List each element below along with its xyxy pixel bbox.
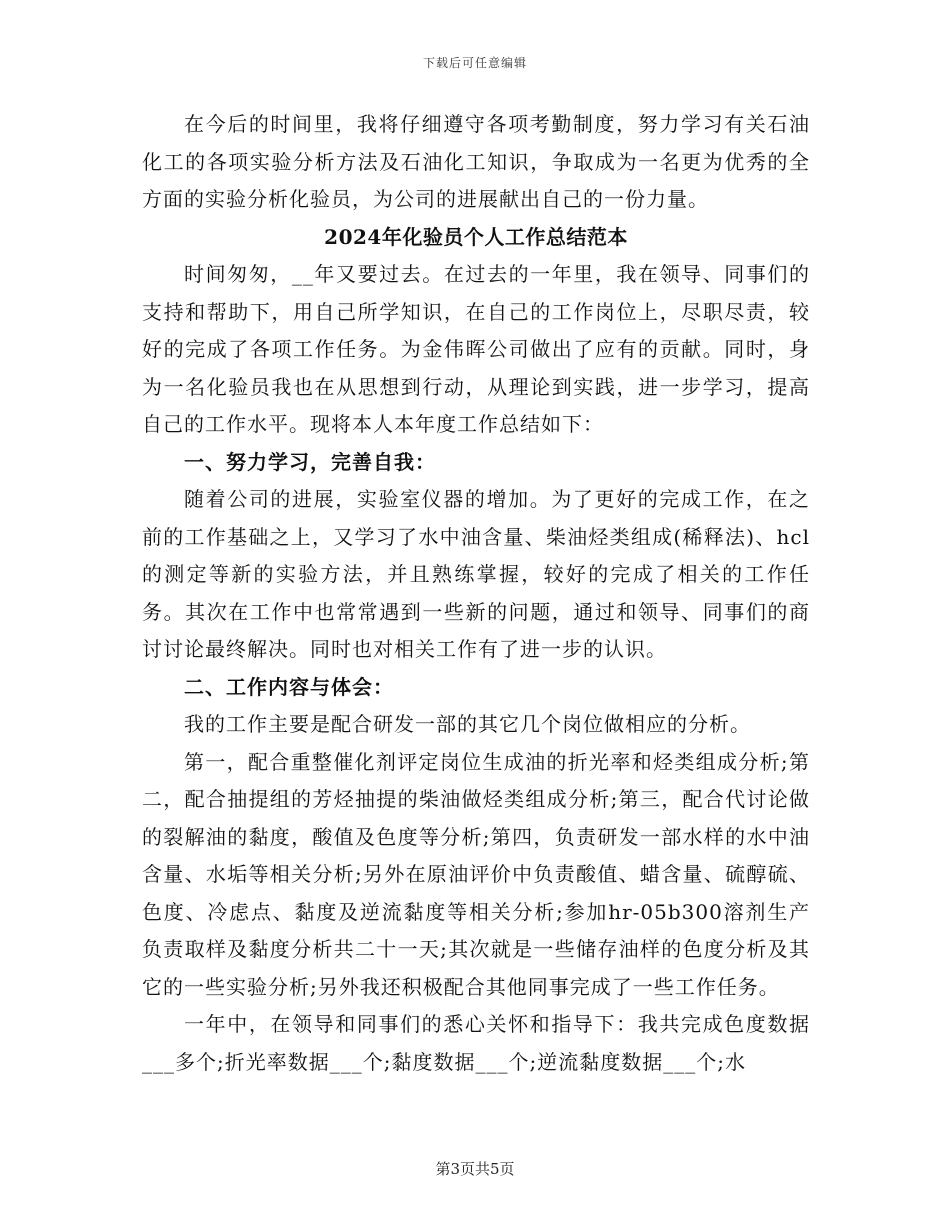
page-footer: 第3页共5页 (435, 1160, 515, 1178)
page-header: 下载后可任意编辑 (422, 56, 527, 70)
paragraph-closing-commitment: 在今后的时间里，我将仔细遵守各项考勤制度，努力学习有关石油化工的各项实验分析方法及石油化工知识，争取成为一名更为优秀的全方面的实验分析化验员，为公司的进展献出自己的一份力量。 (142, 112, 810, 211)
paragraph-work-details: 第一，配合重整催化剂评定岗位生成油的折光率和烃类组成分析;第二，配合抽提组的芳烃抽提的柴油做烃类组成分析;第三，配合代讨论做的裂解油的黏度，酸值及色度等分析;第四，负责研发一部水样的水中油含量、水垢等相关分析;另外在原油评价中负责酸值、蜡含量、硫醇硫、色度、冷虑点、黏度及逆流黏度等相关分析;参加hr-05b300溶剂生产负责取样及黏度分析共二十一天;其次就是一些储存油样的色度分析及其它的一些实验分析;另外我还积极配合其他同事完成了一些工作任务。 (142, 749, 810, 999)
document-title: 2024年化验员个人工作总结范本 (324, 224, 628, 249)
section-heading-work-content: 二、工作内容与体会： (184, 674, 394, 699)
section-heading-study: 一、努力学习，完善自我： (184, 449, 436, 474)
paragraph-introduction: 时间匆匆，__年又要过去。在过去的一年里，我在领导、同事们的支持和帮助下，用自己所学知识，在自己的工作岗位上，尽职尽责，较好的完成了各项工作任务。为金伟晖公司做出了应有的贡献。同时，身为一名化验员我也在从思想到行动，从理论到实践，进一步学习，提高自己的工作水平。现将本人本年度工作总结如下： (142, 262, 810, 436)
document-body (142, 106, 810, 1081)
paragraph-work-summary: 我的工作主要是配合研发一部的其它几个岗位做相应的分析。 (184, 712, 751, 736)
paragraph-study: 随着公司的进展，实验室仪器的增加。为了更好的完成工作，在之前的工作基础之上，又学习了水中油含量、柴油烃类组成(稀释法)、hcl的测定等新的实验方法，并且熟练掌握，较好的完成了相关的工作任务。其次在工作中也常常遇到一些新的问题，通过和领导、同事们的商讨讨论最终解决。同时也对相关工作有了进一步的认识。 (142, 487, 810, 661)
paragraph-annual-data: 一年中，在领导和同事们的悉心关怀和指导下：我共完成色度数据___多个;折光率数据___个;黏度数据___个;逆流黏度数据___个;水 (142, 1012, 810, 1074)
